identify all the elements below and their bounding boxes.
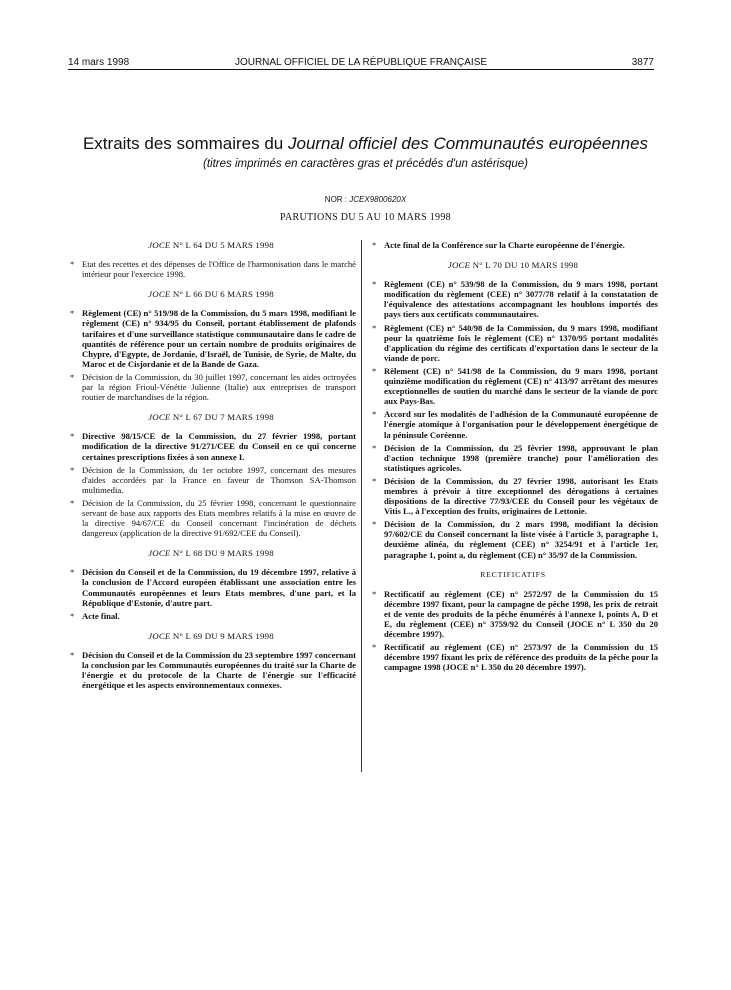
list-item: * Rectificatif au règlement (CE) n° 2572/97 de la Commission du 15 décembre 1997 fixant, pour la campagne de pêche 1998, les prix de retrait et de vente des produits de la pêche énumérés à l'annexe I, points A, D et E, du règlement (CEE) n° 3759/92 du Conseil (JOCE n° L 350 du 20 décembre 1997). — [368, 589, 658, 639]
section-heading-rest: N° L 64 DU 5 MARS 1998 — [170, 240, 274, 250]
list-item: * Décision de la Commission, du 1er octobre 1997, concernant des mesures d'aides accordées par la France en faveur de Thomson SA-Thomson multimedia. — [66, 465, 356, 495]
list-item: * Règlement (CE) n° 519/98 de la Commission, du 5 mars 1998, modifiant le règlement (CE) n° 934/95 du Conseil, portant établissement de plafonds tarifaires et d'une surveillance statistique communautaire dans le cadre de quantités de référence pour un certain nombre de produits originaires de Chypre, d'Egypte, de Jordanie, d'Israël, de Tunisie, de Syrie, de Malte, du Maroc et de Cisjordanie et de la Bande de Gaza. — [66, 308, 356, 369]
list-item: * Règlement (CE) n° 540/98 de la Commission, du 9 mars 1998, modifiant pour la quatrième fois le règlement (CE) n° 1370/95 portant modalités d'application du régime des certificats d'exportation dans le secteur de la viande de porc. — [368, 323, 658, 363]
header-journal: JOURNAL OFFICIEL DE LA RÉPUBLIQUE FRANÇAISE — [234, 57, 488, 68]
title-prefix: Extraits des sommaires du — [82, 134, 288, 153]
section-heading — [368, 260, 658, 270]
list-item: * Règlement (CE) n° 539/98 de la Commission, du 9 mars 1998, portant modification du règlement (CEE) n° 3077/78 relatif à la constatation de l'équivalence des attestations accompagnant les houblons importés des pays tiers aux certificats communautaires. — [368, 279, 658, 319]
section-heading — [66, 240, 356, 250]
section-heading — [66, 631, 356, 641]
section-l66 — [66, 289, 356, 402]
joce-label: JOCE — [148, 548, 171, 559]
list-item: * Décision du Conseil et de la Commission, du 19 décembre 1997, relative à la conclusion de l'Accord européen établissant une association entre les Communautés européennes et leurs Etats membres, d'une part, et la République d'Estonie, d'autre part. — [66, 567, 356, 607]
list-item: * Acte final de la Conférence sur la Charte européenne de l'énergie. — [368, 240, 658, 250]
list-item: * Décision du Conseil et de la Commission du 23 septembre 1997 concernant la conclusion par les Communautés européennes du traité sur la Charte de l'énergie et du protocole de la Charte de l'énergie sur l'efficacité énergétique et les aspects environnementaux connexes. — [66, 650, 356, 690]
section-l67 — [66, 412, 356, 538]
section-heading-rest: N° L 68 DU 9 MARS 1998 — [170, 548, 274, 559]
section-heading-rest: N° L 69 DU 9 MARS 1998 — [170, 630, 274, 641]
nor-value: JCEX9800620X — [349, 195, 407, 204]
list-item: * Décision de la Commission, du 25 février 1998, concernant le questionnaire servant de base aux rapports des Etats membres relatifs à la mise en œuvre de la directive 94/67/CE du Conseil concernant l'incinération de déchets dangereux (application de la directive 91/692/CEE du Conseil). — [66, 498, 356, 538]
section-l69 — [66, 631, 356, 690]
page-title — [0, 134, 731, 154]
list-item: * Décision de la Commission, du 2 mars 1998, modifiant la décision 97/602/CE du Conseil concernant la liste visée à l'article 3, paragraphe 1, deuxième alinéa, du règlement (CEE) n° 3254/91 et à l'article 1er, paragraphe 1, point a, du règlement (CE) n° 35/97 de la Commission. — [368, 519, 658, 559]
joce-label: JOCE — [447, 260, 471, 271]
section-heading — [66, 289, 356, 299]
header-date: 14 mars 1998 — [68, 57, 130, 68]
list-item: * Directive 98/15/CE de la Commission, du 27 février 1998, portant modification de la directive 91/271/CEE du Conseil en ce qui concerne certaines prescriptions fixées à son annexe I. — [66, 431, 356, 461]
left-column — [66, 240, 356, 693]
nor-label: NOR : — [324, 195, 350, 204]
list-item: * Décision de la Commission, du 25 février 1998, approuvant le plan d'action technique 1998 (première tranche) pour l'amélioration des statistiques agricoles. — [368, 443, 658, 473]
column-divider — [361, 240, 362, 772]
list-item: * Décision de la Commission, du 27 février 1998, autorisant les Etats membres à prévoir à titre exceptionnel des dérogations à certaines dispositions de la directive 77/93/CEE du Conseil pour les végétaux de Vitis L., à l'exception des fruits, originaires de Lettonie. — [368, 476, 658, 516]
header-page-number: 3877 — [631, 57, 654, 68]
right-column — [368, 240, 658, 675]
section-heading — [66, 412, 356, 422]
title-italic: Journal officiel des Communautés européennes — [287, 134, 649, 153]
list-item: * Etat des recettes et des dépenses de l'Office de l'harmonisation dans le marché intérieur pour l'exercice 1998. — [66, 259, 356, 279]
section-heading-rest: N° L 66 DU 6 MARS 1998 — [170, 289, 274, 300]
list-item: * Accord sur les modalités de l'adhésion de la Communauté européenne de l'énergie atomique à l'organisation pour le développement énergétique de la péninsule Coréenne. — [368, 409, 658, 439]
joce-label: JOCE — [148, 412, 171, 423]
parutions-heading: PARUTIONS DU 5 AU 10 MARS 1998 — [280, 212, 451, 223]
rectificatifs-heading: RECTIFICATIFS — [480, 569, 546, 579]
joce-label: JOCE — [148, 240, 171, 250]
list-item: * Acte final. — [66, 611, 356, 621]
joce-label: JOCE — [148, 289, 171, 300]
page-subtitle: (titres imprimés en caractères gras et précédés d'un astérisque) — [203, 158, 528, 170]
list-item: * Décision de la Commission, du 30 juillet 1997, concernant les aides octroyées par la région Frioul-Vénétie Julienne (Italie) aux entreprises de transport routier de marchandises de la région. — [66, 372, 356, 402]
header-rule — [68, 69, 654, 70]
section-heading-rest: N° L 70 DU 10 MARS 1998 — [470, 260, 579, 271]
section-l68 — [66, 548, 356, 621]
section-l64 — [66, 240, 356, 279]
joce-label: JOCE — [148, 630, 171, 641]
list-item: * Rectificatif au règlement (CE) n° 2573/97 de la Commission du 15 décembre 1997 fixant les prix de référence des produits de la pêche pour la campagne 1998 (JOCE n° L 350 du 20 décembre 1997). — [368, 642, 658, 672]
nor-reference — [0, 195, 731, 204]
section-heading — [66, 548, 356, 558]
list-item: * Rèlement (CE) n° 541/98 de la Commission, du 9 mars 1998, portant quinzième modification du règlement (CE) n° 413/97 arrêtant des mesures exceptionnelles de soutien du marché dans le secteur de la viande de porc aux Pays-Bas. — [368, 366, 658, 406]
section-heading-rest: N° L 67 DU 7 MARS 1998 — [170, 412, 274, 423]
